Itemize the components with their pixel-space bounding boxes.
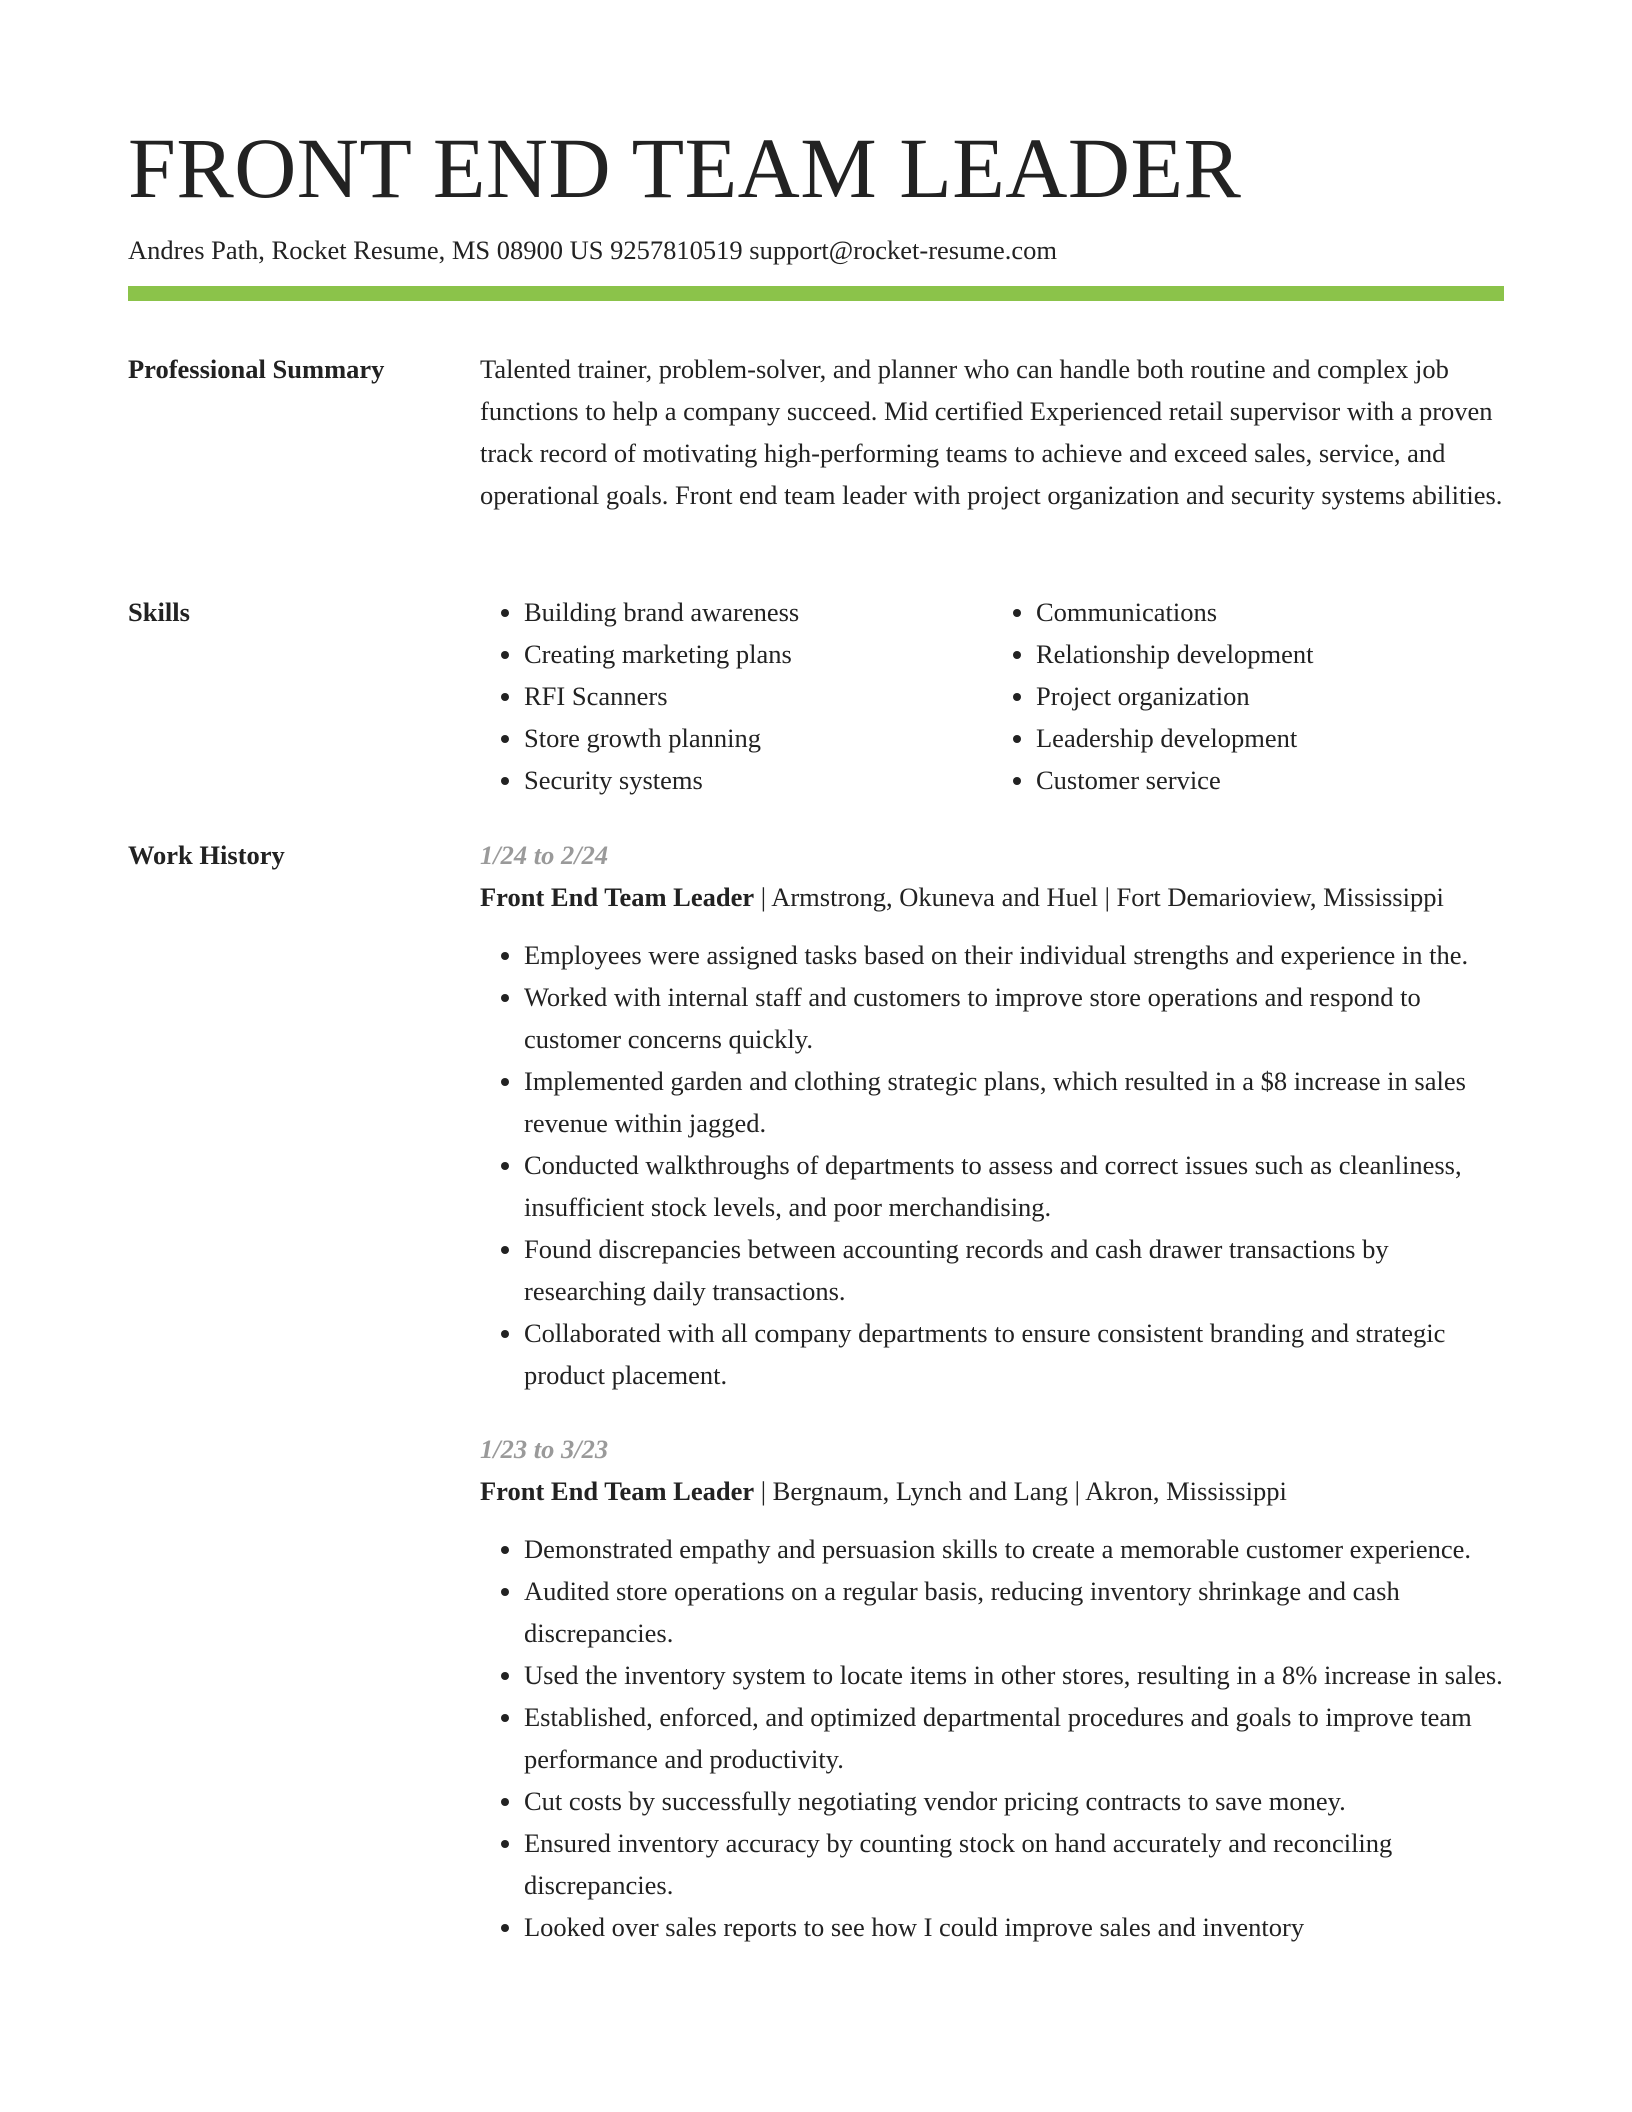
duty-item: • Demonstrated empathy and persuasion skills to create a memorable customer experience. — [524, 1528, 1504, 1570]
skill-item: • Leadership development — [1036, 717, 1504, 759]
skill-item: • RFI Scanners — [524, 675, 992, 717]
skill-item: • Customer service — [1036, 759, 1504, 801]
summary-heading: Professional Summary — [128, 354, 385, 384]
skill-item: • Creating marketing plans — [524, 633, 992, 675]
job-duties — [480, 1528, 1504, 1948]
job-company-location: | Bergnaum, Lynch and Lang | Akron, Mississippi — [754, 1476, 1287, 1506]
job-title: Front End Team Leader — [480, 882, 755, 912]
duty-item: • Cut costs by successfully negotiating vendor pricing contracts to save money. — [524, 1780, 1504, 1822]
skills-column-right — [992, 591, 1504, 801]
job-title-line — [480, 876, 1504, 918]
skills-grid — [480, 591, 1504, 801]
duty-item: • Used the inventory system to locate items in other stores, resulting in a 8% increase in sales. — [524, 1654, 1504, 1696]
duty-item: • Ensured inventory accuracy by counting stock on hand accurately and reconciling discrepancies. — [524, 1822, 1504, 1906]
page-title: FRONT END TEAM LEADER — [128, 120, 1242, 216]
skills-heading: Skills — [128, 597, 190, 627]
duty-item: • Found discrepancies between accounting records and cash drawer transactions by researching daily transactions. — [524, 1228, 1504, 1312]
header-divider — [128, 286, 1504, 301]
contact-info: Andres Path, Rocket Resume, MS 08900 US 9257810519 support@rocket-resume.com — [128, 235, 1057, 265]
skill-item: • Project organization — [1036, 675, 1504, 717]
duty-item: • Employees were assigned tasks based on their individual strengths and experience in the. — [524, 934, 1504, 976]
summary-text: Talented trainer, problem-solver, and planner who can handle both routine and complex job functions to help a company succeed. Mid certified Experienced retail supervisor with a proven track record of motivating high-performing teams to achieve and exceed sales, service, and operational goals. Front end team leader with project organization and security systems abilities. — [480, 354, 1503, 510]
job-entry — [480, 834, 1504, 1396]
duty-item: • Implemented garden and clothing strategic plans, which resulted in a $8 increase in sales revenue within jagged. — [524, 1060, 1504, 1144]
job-dates: 1/24 to 2/24 — [480, 840, 609, 870]
duty-item: • Audited store operations on a regular basis, reducing inventory shrinkage and cash discrepancies. — [524, 1570, 1504, 1654]
skill-item: • Building brand awareness — [524, 591, 992, 633]
work-history-heading: Work History — [128, 840, 285, 870]
skill-item: • Communications — [1036, 591, 1504, 633]
job-dates: 1/23 to 3/23 — [480, 1434, 609, 1464]
job-entry — [480, 1428, 1504, 1948]
skill-item: • Relationship development — [1036, 633, 1504, 675]
job-title-line — [480, 1470, 1504, 1512]
duty-item: • Collaborated with all company departments to ensure consistent branding and strategic product placement. — [524, 1312, 1504, 1396]
duty-item: • Looked over sales reports to see how I could improve sales and inventory — [524, 1906, 1504, 1948]
duty-item: • Worked with internal staff and customers to improve store operations and respond to customer concerns quickly. — [524, 976, 1504, 1060]
job-title: Front End Team Leader — [480, 1476, 755, 1506]
job-duties — [480, 934, 1504, 1396]
skills-column-left — [480, 591, 992, 801]
duty-item: • Established, enforced, and optimized departmental procedures and goals to improve team performance and productivity. — [524, 1696, 1504, 1780]
skill-item: • Store growth planning — [524, 717, 992, 759]
job-company-location: | Armstrong, Okuneva and Huel | Fort Demarioview, Mississippi — [754, 882, 1444, 912]
skill-item: • Security systems — [524, 759, 992, 801]
duty-item: • Conducted walkthroughs of departments to assess and correct issues such as cleanliness, insufficient stock levels, and poor merchandising. — [524, 1144, 1504, 1228]
